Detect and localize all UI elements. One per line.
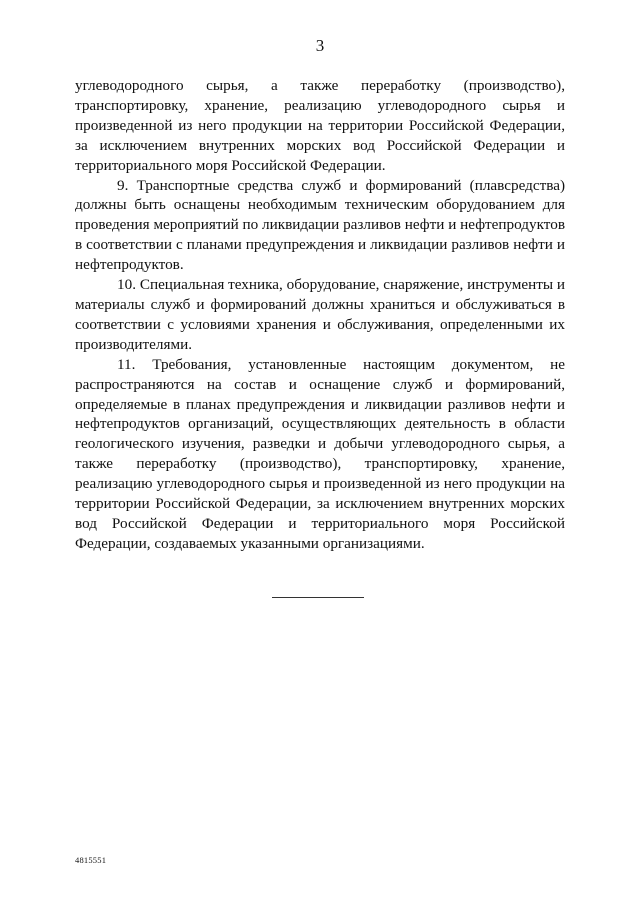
page-number: 3 bbox=[315, 36, 325, 55]
paragraph-item-9: 9. Транспортные средства служб и формирований (плавсредства) должны быть оснащены необходимым техническим оборудованием для проведения мероприятий по ликвидации разливов нефти и нефтепродуктов в соответствии с планами предупреждения и ликвидации разливов нефти и нефтепродуктов. bbox=[75, 176, 565, 274]
paragraph-continuation: углеводородного сырья, а также переработку (производство), транспортировку, хранение, реализацию углеводородного сырья и произведенной из него продукции на территории Российской Федерации, за исключением внутренних морских вод Российской Федерации и территориального моря Российской Федерации. bbox=[75, 77, 565, 174]
document-body bbox=[75, 76, 565, 554]
end-of-document-separator bbox=[272, 597, 364, 598]
paragraph-item-11: 11. Требования, установленные настоящим документом, не распространяются на состав и оснащение служб и формирований, определяемые в планах предупреждения и ликвидации разливов нефти и нефтепродуктов организаций, осуществляющих деятельность в области геологического изучения, разведки и добычи углеводородного сырья, а также переработку (производство), транспортировку, хранение, реализацию углеводородного сырья и произведенной из него продукции на территории Российской Федерации, за исключением внутренних морских вод Российской Федерации и территориального моря Российской Федерации, создаваемых указанными организациями. bbox=[75, 355, 565, 552]
paragraph-item-10: 10. Специальная техника, оборудование, снаряжение, инструменты и материалы служб и формирований должны храниться и обслуживаться в соответствии с условиями хранения и обслуживания, определенными их производителями. bbox=[75, 276, 565, 353]
document-code: 4815551 bbox=[75, 855, 107, 865]
